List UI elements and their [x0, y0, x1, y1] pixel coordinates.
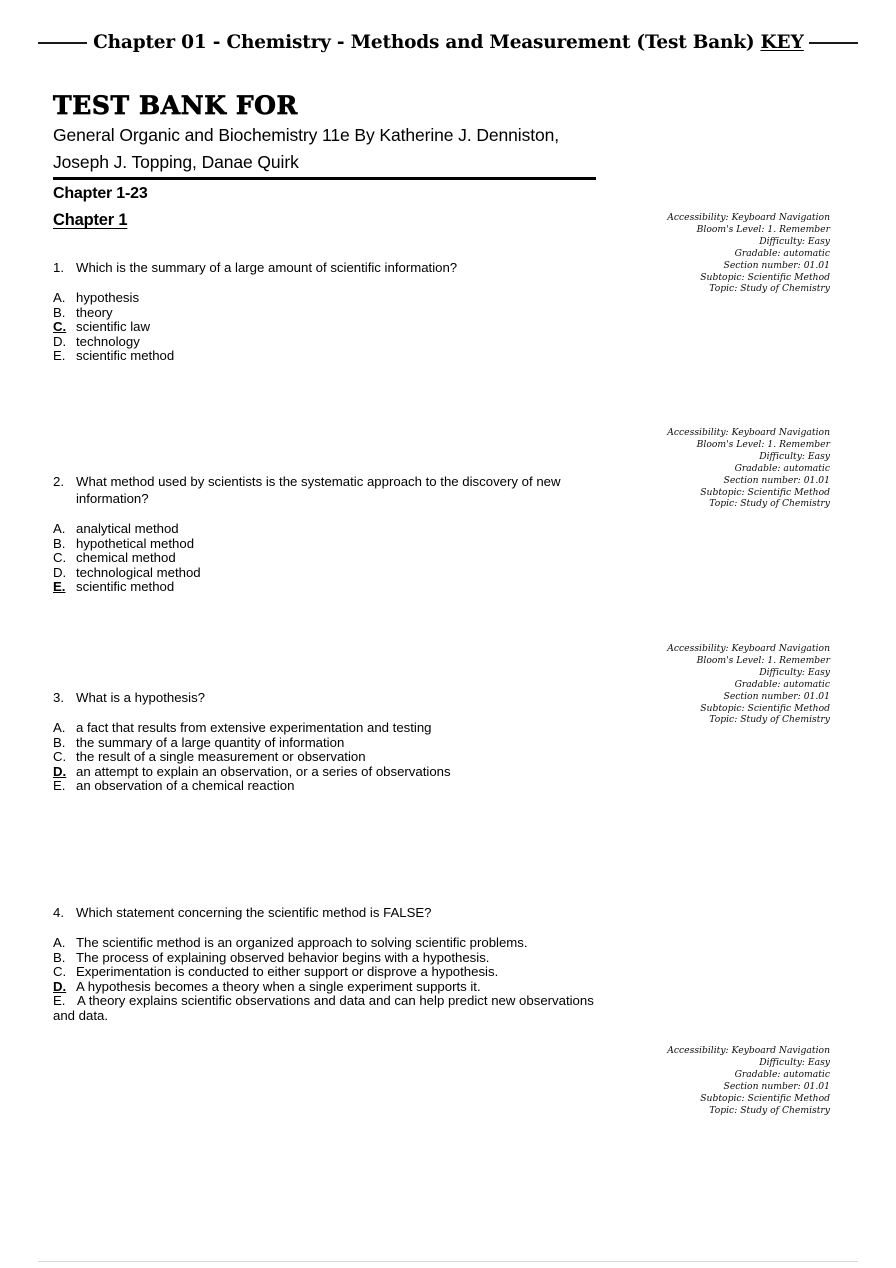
- answer-options-list: [53, 721, 598, 794]
- metadata-line: Section number: 01.01: [723, 1080, 830, 1092]
- answer-option-label: E.: [53, 348, 66, 364]
- chapter-range-label: Chapter 1-23: [53, 185, 148, 202]
- question-number: 4.: [53, 905, 64, 920]
- answer-option-label: A.: [53, 720, 66, 735]
- title-divider-rule: [53, 177, 596, 180]
- question-number: 1.: [53, 260, 64, 275]
- metadata-line: Gradable: automatic: [734, 247, 830, 259]
- metadata-line: Accessibility: Keyboard Navigation: [667, 427, 830, 438]
- header-key-label: KEY: [760, 32, 808, 53]
- metadata-line: Topic: Study of Chemistry: [709, 283, 830, 295]
- book-title-line-2: Joseph J. Topping, Danae Quirk: [53, 152, 299, 172]
- footer-divider-rule: [38, 1261, 858, 1262]
- answer-option-label: A.: [53, 290, 66, 305]
- question-stem: [53, 689, 598, 706]
- question-text: Which is the summary of a large amount of scientific information?: [76, 260, 458, 275]
- answer-option-correct[interactable]: [53, 580, 598, 595]
- answer-option-text: an attempt to explain an observation, or a series of observations: [76, 763, 451, 779]
- answer-option-label: C.: [53, 964, 67, 980]
- answer-option-text: hypothesis: [76, 290, 140, 305]
- title-block: [53, 92, 613, 205]
- page-header: [0, 28, 896, 58]
- answer-option-text: The process of explaining observed behavior begins with a hypothesis.: [76, 949, 490, 965]
- answer-option[interactable]: [53, 349, 598, 364]
- metadata-line: Accessibility: Keyboard Navigation: [667, 643, 830, 654]
- question-metadata-block: [580, 643, 830, 726]
- answer-option-label: E.: [53, 579, 66, 595]
- answer-option[interactable]: [53, 936, 598, 951]
- metadata-line: Section number: 01.01: [723, 474, 830, 486]
- answer-option-label: B.: [53, 304, 66, 320]
- book-title-line-1: General Organic and Biochemistry 11e By Katherine J. Denniston,: [53, 125, 560, 145]
- answer-option-text: the result of a single measurement or observation: [76, 749, 366, 765]
- metadata-line: Gradable: automatic: [734, 678, 830, 690]
- metadata-line: Section number: 01.01: [723, 690, 830, 702]
- question-block: [53, 259, 598, 364]
- answer-option-label: A.: [53, 935, 66, 950]
- header-title-wrap: [0, 28, 896, 59]
- question-text: What method used by scientists is the systematic approach to the discovery of new information?: [76, 474, 561, 506]
- question-number: 2.: [53, 474, 64, 489]
- answer-option[interactable]: [53, 736, 598, 751]
- question-number: 3.: [53, 690, 64, 705]
- answer-option[interactable]: [53, 335, 598, 350]
- question-stem: [53, 904, 598, 921]
- answer-option[interactable]: [53, 551, 598, 566]
- question-stem: [53, 473, 598, 507]
- question-block: [53, 689, 598, 794]
- metadata-line: Subtopic: Scientific Method: [700, 271, 830, 283]
- answer-option-label: D.: [53, 763, 67, 779]
- metadata-line: Gradable: automatic: [734, 1068, 830, 1080]
- question-metadata-block: [580, 212, 830, 295]
- answer-option-text: scientific method: [76, 348, 175, 364]
- metadata-line: Topic: Study of Chemistry: [709, 498, 830, 510]
- metadata-line: Bloom's Level: 1. Remember: [696, 654, 830, 666]
- metadata-line: Difficulty: Easy: [759, 450, 830, 462]
- metadata-line: Topic: Study of Chemistry: [709, 714, 830, 726]
- answer-option-label: B.: [53, 949, 66, 965]
- metadata-line: Subtopic: Scientific Method: [700, 1092, 830, 1104]
- answer-option-label: B.: [53, 535, 66, 551]
- answer-option-text: scientific method: [76, 579, 175, 595]
- metadata-line: Section number: 01.01: [723, 259, 830, 271]
- metadata-line: Difficulty: Easy: [759, 1056, 830, 1068]
- answer-option-text: A hypothesis becomes a theory when a single experiment supports it.: [76, 978, 481, 994]
- question-block: [53, 473, 598, 595]
- answer-option-label: C.: [53, 749, 67, 765]
- chapter-heading: Chapter 1: [53, 211, 128, 229]
- answer-option-text: A theory explains scientific observations and data and can help predict new observations and data.: [53, 993, 594, 1023]
- answer-option[interactable]: [53, 537, 598, 552]
- answer-options-list: [53, 291, 598, 364]
- question-text: What is a hypothesis?: [76, 690, 206, 705]
- answer-option[interactable]: [53, 306, 598, 321]
- answer-option-label: C.: [53, 319, 67, 335]
- answer-option-text: a fact that results from extensive experimentation and testing: [76, 720, 432, 735]
- metadata-line: Bloom's Level: 1. Remember: [696, 438, 830, 450]
- metadata-line: Bloom's Level: 1. Remember: [696, 223, 830, 235]
- answer-option-text: The scientific method is an organized approach to solving scientific problems.: [76, 935, 528, 950]
- test-bank-for-heading: TEST BANK FOR: [53, 91, 298, 120]
- answer-option[interactable]: [53, 965, 598, 980]
- answer-options-list: [53, 522, 598, 595]
- question-stem: [53, 259, 598, 276]
- header-title: Chapter 01 - Chemistry - Methods and Measurement (Test Bank): [87, 32, 760, 53]
- answer-option-label: E.: [53, 778, 66, 794]
- answer-option-correct[interactable]: [53, 980, 598, 995]
- metadata-line: Difficulty: Easy: [759, 666, 830, 678]
- answer-option[interactable]: [53, 750, 598, 765]
- answer-option-label: A.: [53, 521, 66, 536]
- answer-option-text: the summary of a large quantity of information: [76, 734, 345, 750]
- answer-option-label: D.: [53, 564, 67, 580]
- answer-option-text: an observation of a chemical reaction: [76, 778, 295, 794]
- metadata-line: Difficulty: Easy: [759, 235, 830, 247]
- answer-option[interactable]: [53, 994, 598, 1023]
- answer-option-text: theory: [76, 304, 113, 320]
- question-block: [53, 904, 598, 1024]
- answer-option-text: hypothetical method: [76, 535, 195, 551]
- answer-option-text: analytical method: [76, 521, 179, 536]
- answer-option-correct[interactable]: [53, 765, 598, 780]
- answer-option-text: scientific law: [76, 319, 151, 335]
- answer-option[interactable]: [53, 291, 598, 306]
- answer-option-text: chemical method: [76, 550, 176, 566]
- metadata-line: Accessibility: Keyboard Navigation: [667, 212, 830, 223]
- answer-option[interactable]: [53, 779, 598, 794]
- question-metadata-block: [580, 1045, 830, 1116]
- answer-option-label: D.: [53, 978, 67, 994]
- answer-options-list: [53, 936, 598, 1024]
- answer-option-text: technological method: [76, 564, 201, 580]
- answer-option[interactable]: [53, 566, 598, 581]
- answer-option-text: technology: [76, 333, 140, 349]
- answer-option-label: E.: [53, 993, 66, 1009]
- answer-option-label: B.: [53, 734, 66, 750]
- answer-option[interactable]: [53, 721, 598, 736]
- metadata-line: Subtopic: Scientific Method: [700, 486, 830, 498]
- question-metadata-block: [580, 427, 830, 510]
- metadata-line: Subtopic: Scientific Method: [700, 702, 830, 714]
- question-text: Which statement concerning the scientific method is FALSE?: [76, 905, 432, 920]
- answer-option-text: Experimentation is conducted to either support or disprove a hypothesis.: [76, 964, 499, 980]
- answer-option-label: D.: [53, 333, 67, 349]
- answer-option[interactable]: [53, 951, 598, 966]
- answer-option-label: C.: [53, 550, 67, 566]
- answer-option-correct[interactable]: [53, 320, 598, 335]
- metadata-line: Topic: Study of Chemistry: [709, 1104, 830, 1116]
- metadata-line: Gradable: automatic: [734, 462, 830, 474]
- answer-option[interactable]: [53, 522, 598, 537]
- metadata-line: Accessibility: Keyboard Navigation: [667, 1045, 830, 1056]
